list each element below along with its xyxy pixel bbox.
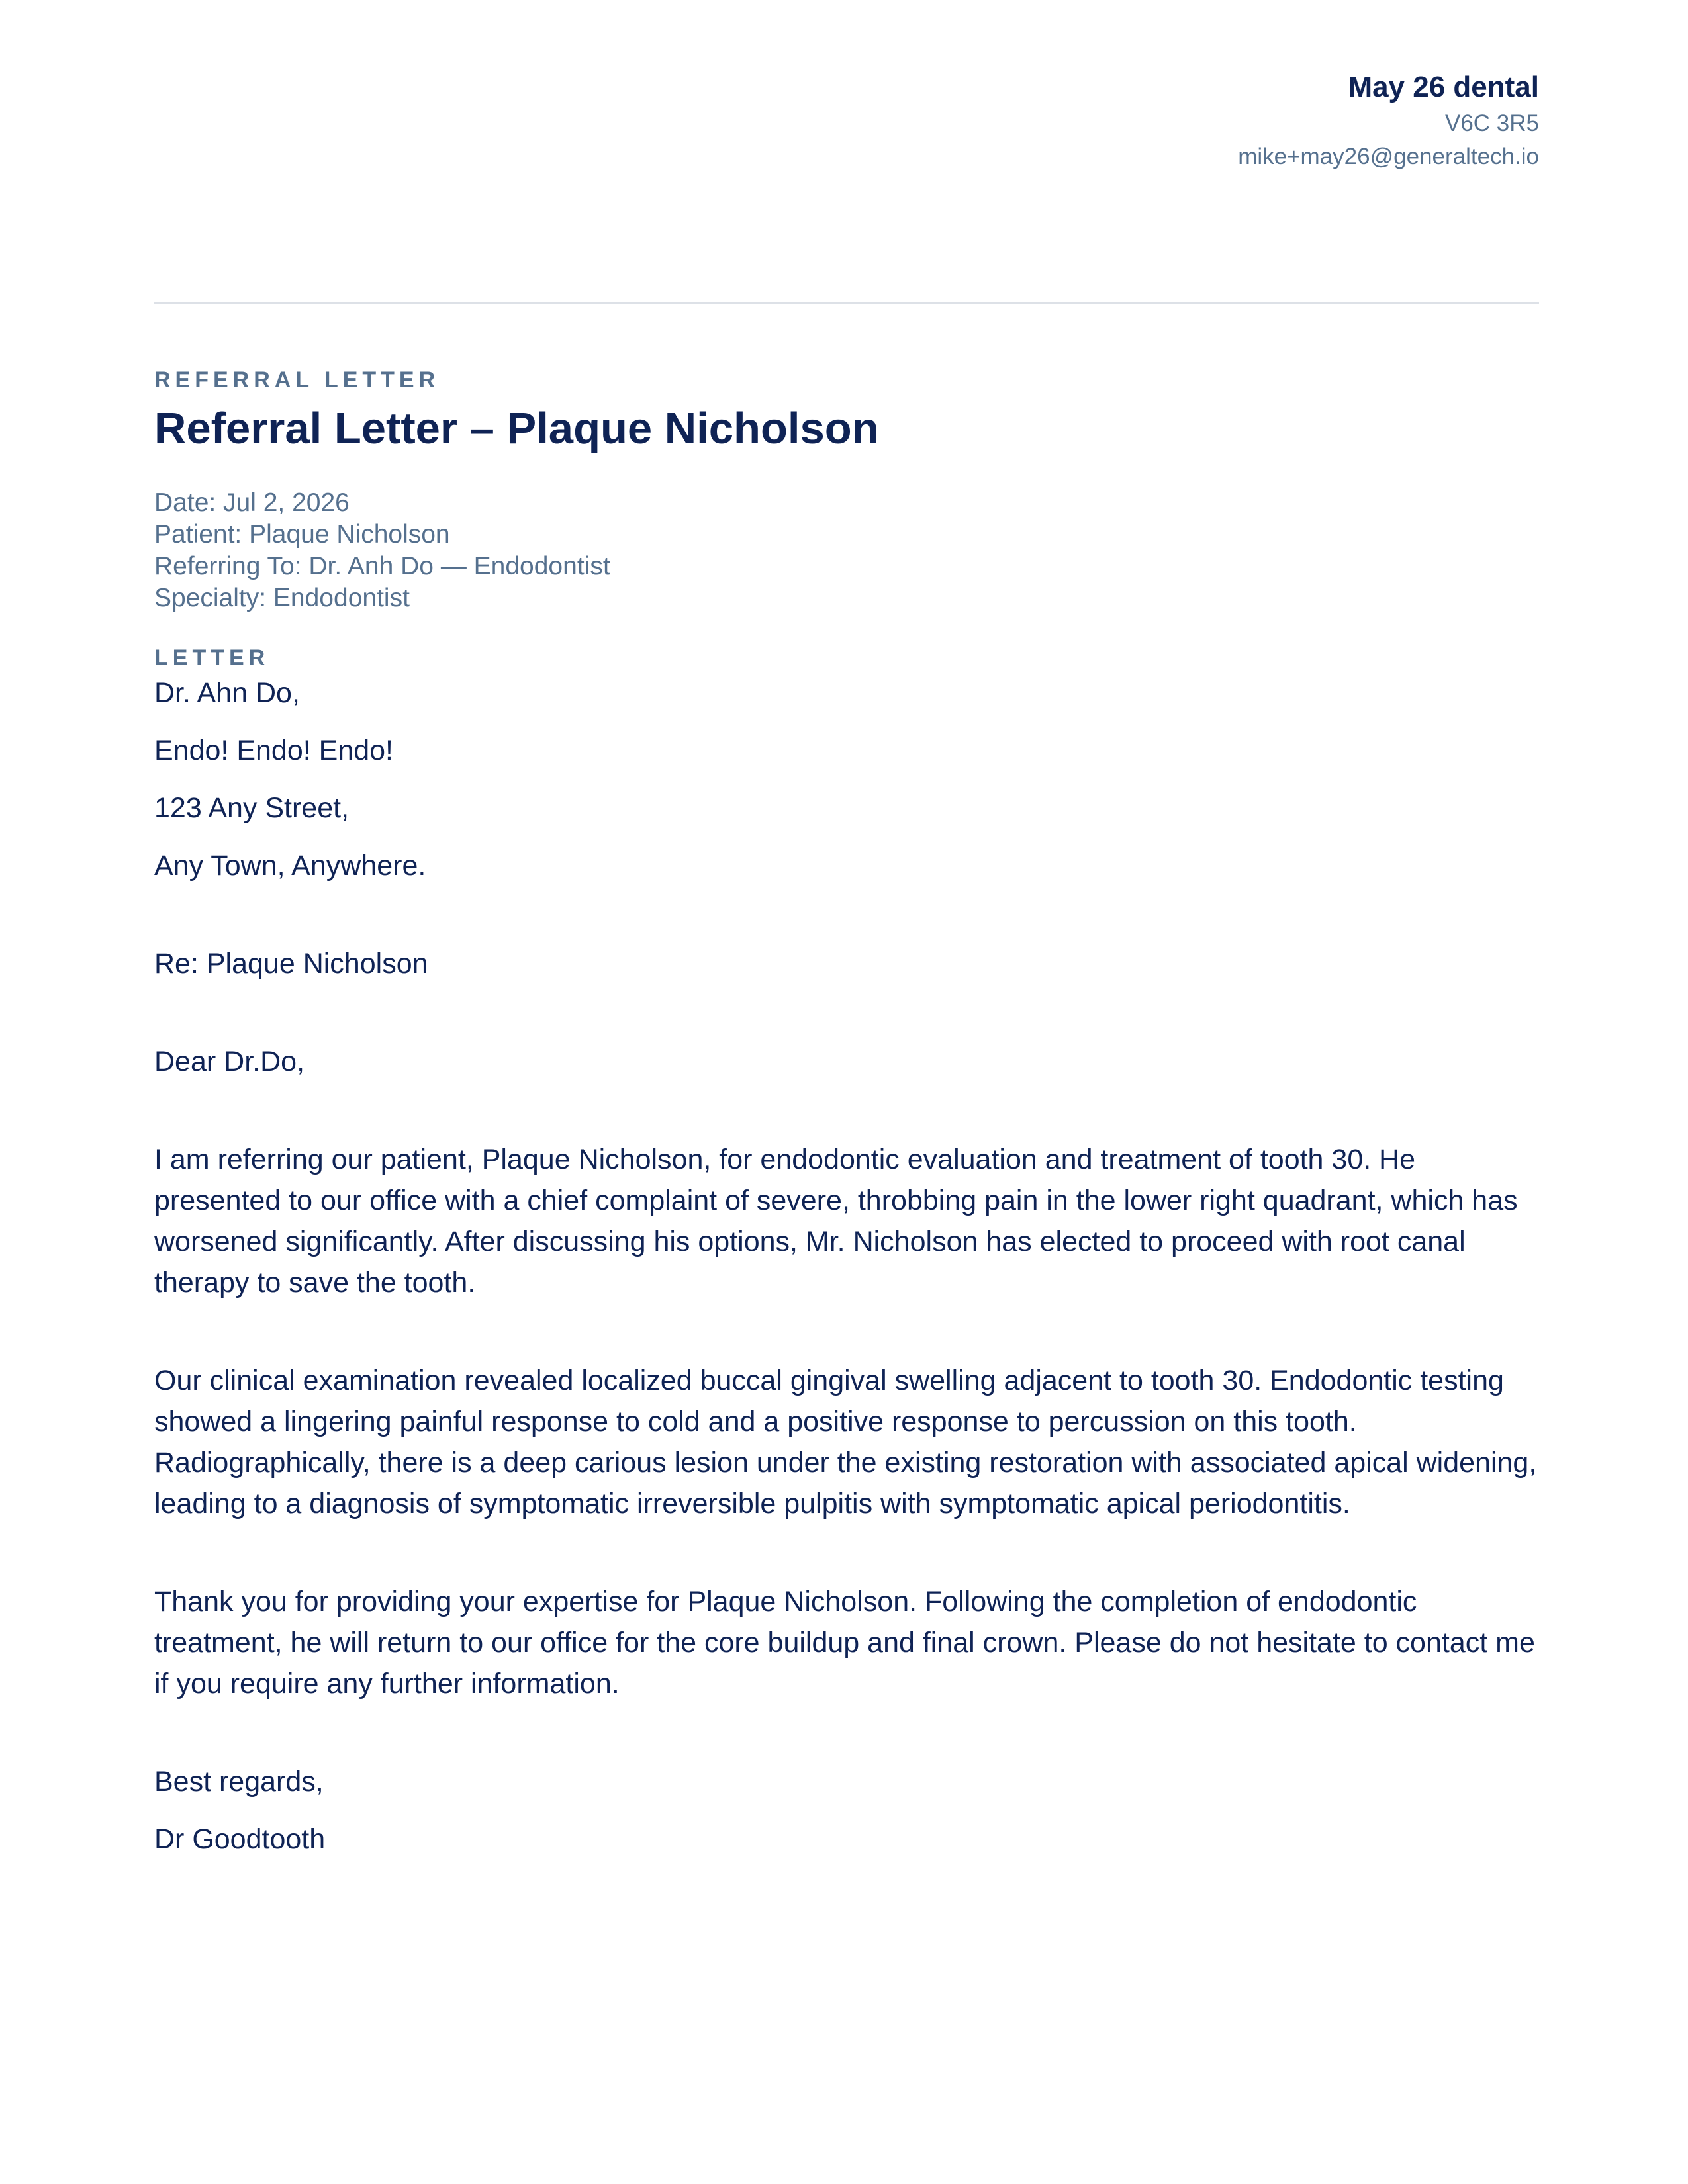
- letter-paragraph: Thank you for providing your expertise for Plaque Nicholson. Following the completion of endodontic treatment, he will return to our office for the core buildup and final crown. Please do not hesitate to contact me if you require any further information.: [154, 1586, 1535, 1700]
- letter-signature: Dr Goodtooth: [154, 1823, 326, 1855]
- letter-signoff: [154, 1761, 1539, 1860]
- document-meta: [154, 487, 1539, 614]
- practice-header: [1238, 68, 1539, 173]
- address-line: 123 Any Street,: [154, 792, 350, 824]
- section-label-letter: LETTER: [154, 645, 270, 670]
- letter-paragraph: I am referring our patient, Plaque Nicholson, for endodontic evaluation and treatment of tooth 30. He presented to our office with a chief complaint of severe, throbbing pain in the lower right quadrant, which has worsened significantly. After discussing his options, Mr. Nicholson has elected to proceed with root canal therapy to save the tooth.: [154, 1144, 1518, 1298]
- letter-paragraph: Our clinical examination revealed localized buccal gingival swelling adjacent to tooth 30. Endodontic testing showed a lingering painful response to cold and a positive response to percussion on this tooth. Radiographically, there is a deep carious lesion under the existing restoration with associated apical widening, leading to a diagnosis of symptomatic irreversible pulpitis with symptomatic apical periodontitis.: [154, 1365, 1537, 1520]
- address-line: Dr. Ahn Do,: [154, 677, 300, 709]
- meta-specialty: Specialty: Endodontist: [154, 584, 410, 612]
- letter-body: [154, 672, 1539, 1860]
- letter-re-line: Re: Plaque Nicholson: [154, 948, 428, 979]
- address-line: Endo! Endo! Endo!: [154, 735, 394, 766]
- address-line: Any Town, Anywhere.: [154, 850, 426, 882]
- recipient-address: [154, 672, 1539, 886]
- practice-name: May 26 dental: [1348, 71, 1539, 103]
- practice-postal-code: V6C 3R5: [1444, 111, 1539, 136]
- header-divider: [154, 302, 1539, 304]
- meta-patient: Patient: Plaque Nicholson: [154, 520, 450, 549]
- meta-date: Date: Jul 2, 2026: [154, 488, 350, 517]
- document-body: [154, 365, 1539, 1876]
- practice-email: mike+may26@generaltech.io: [1238, 144, 1539, 169]
- document-eyebrow: REFERRAL LETTER: [154, 367, 440, 392]
- meta-referring-to: Referring To: Dr. Anh Do — Endodontist: [154, 552, 610, 580]
- letter-closing: Best regards,: [154, 1766, 324, 1797]
- document-title: Referral Letter – Plaque Nicholson: [154, 404, 879, 453]
- letter-salutation: Dear Dr.Do,: [154, 1046, 305, 1077]
